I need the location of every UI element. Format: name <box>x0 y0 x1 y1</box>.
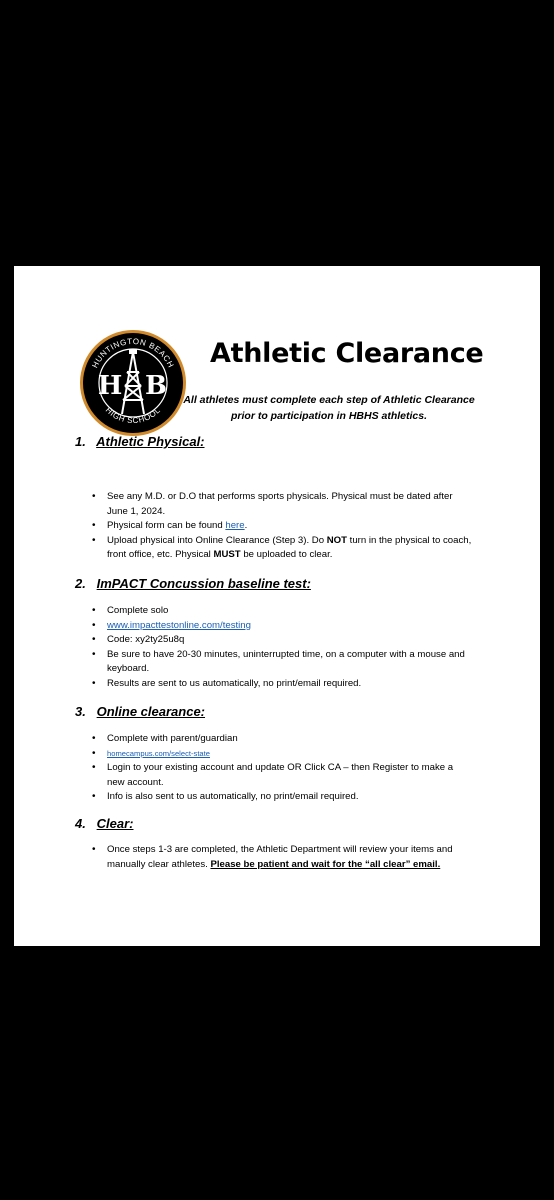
section-1-heading <box>75 434 205 449</box>
list-item: • Complete solo <box>92 604 472 619</box>
list-item: • Physical form can be found here. <box>92 519 472 534</box>
section-4-list <box>92 843 484 872</box>
section-4-heading <box>75 816 133 831</box>
hbhs-logo <box>78 328 188 438</box>
section-number: 2. <box>75 576 86 591</box>
subtitle-line-1: All athletes must complete each step of Athletic Clearance <box>183 394 475 406</box>
svg-text:HIGH SCHOOL: HIGH SCHOOL <box>103 405 163 426</box>
homecampus-link[interactable]: homecampus.com/select-state <box>107 748 210 758</box>
list-item: • Login to your existing account and update OR Click CA – then Register to make a new account. <box>92 761 472 790</box>
subtitle-line-2: prior to participation in HBHS athletics. <box>230 410 428 422</box>
page-title: Athletic Clearance <box>210 338 484 369</box>
section-title: Clear: <box>96 816 134 831</box>
list-item: • Complete with parent/guardian <box>92 732 472 747</box>
section-title: Athletic Physical: <box>96 434 205 449</box>
list-item: • Upload physical into Online Clearance (Step 3). Do NOT turn in the physical to coach, front office, etc. Physical MUST be uploaded to clear. <box>92 534 472 563</box>
page-subtitle <box>174 392 484 424</box>
section-number: 1. <box>75 434 86 449</box>
list-item <box>92 747 472 762</box>
section-2-heading <box>75 576 311 591</box>
svg-text:B: B <box>145 371 167 401</box>
section-1-list <box>92 490 472 563</box>
impact-test-link[interactable]: www.impacttestonline.com/testing <box>107 619 251 631</box>
section-title: ImPACT Concussion baseline test: <box>96 576 311 591</box>
section-number: 3. <box>75 704 86 719</box>
section-3-heading <box>75 704 205 719</box>
list-item: • Info is also sent to us automatically, no print/email required. <box>92 790 472 805</box>
list-item: • Be sure to have 20-30 minutes, uninterrupted time, on a computer with a mouse and keyboard. <box>92 648 472 677</box>
list-item: • Once steps 1-3 are completed, the Athletic Department will review your items and manually clear athletes. Please be patient and wait for the “all clear” email. <box>92 843 484 872</box>
svg-text:HUNTINGTON BEACH: HUNTINGTON BEACH <box>90 336 176 370</box>
physical-form-link[interactable]: here <box>225 520 245 532</box>
list-item: • Results are sent to us automatically, no print/email required. <box>92 677 472 692</box>
all-clear-note: Please be patient and wait for the “all clear” email. <box>210 858 441 870</box>
section-2-list <box>92 604 472 692</box>
section-number: 4. <box>75 816 86 831</box>
list-item: • Code: xy2ty25u8q <box>92 633 472 648</box>
section-3-list <box>92 732 472 805</box>
svg-text:H: H <box>97 371 123 401</box>
list-item: • See any M.D. or D.O that performs sports physicals. Physical must be dated after June 1, 2024. <box>92 490 472 519</box>
document-page <box>14 266 540 946</box>
list-item <box>92 619 472 634</box>
section-title: Online clearance: <box>96 704 206 719</box>
